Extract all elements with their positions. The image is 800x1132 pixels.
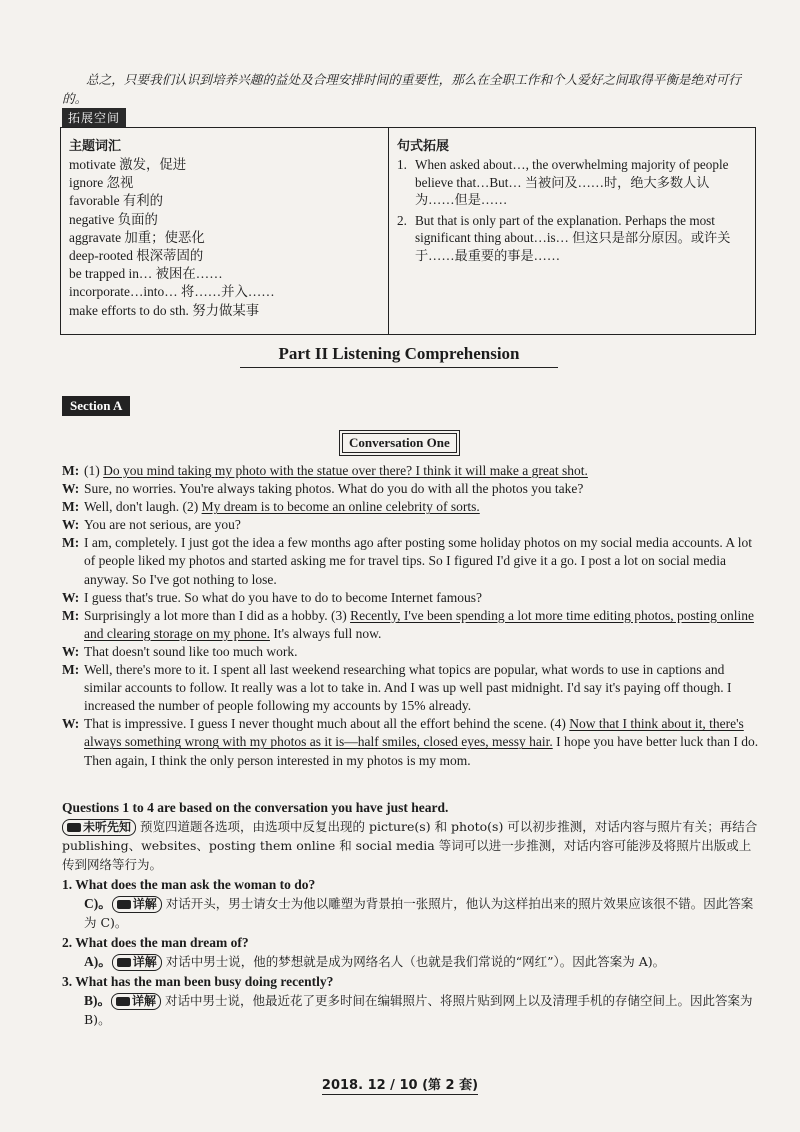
utterance-text: Well, don't laugh. (2) bbox=[84, 499, 202, 515]
explain-label-text: 详解 bbox=[132, 955, 157, 969]
vocab-column bbox=[61, 128, 389, 334]
pattern-column bbox=[389, 128, 755, 334]
questions-intro: Questions 1 to 4 are based on the conversation you have just heard. bbox=[62, 800, 449, 815]
answer-choice: C)。 bbox=[84, 896, 112, 911]
vocab-list bbox=[69, 156, 380, 320]
utterance-text: (1) bbox=[84, 463, 104, 478]
expand-tag: 拓展空间 bbox=[62, 108, 126, 127]
vocab-item: be trapped in… 被困在…… bbox=[69, 266, 223, 282]
speaker: W: bbox=[62, 643, 80, 659]
utterance bbox=[84, 534, 762, 588]
footer-issue: 2018. 12 / 10 (第 2 套) bbox=[321, 1078, 479, 1093]
speaker: M: bbox=[62, 607, 80, 623]
hint-badge-icon bbox=[116, 997, 130, 1006]
explain-label bbox=[112, 896, 162, 913]
vocab-item: aggravate 加重；使恶化 bbox=[69, 229, 205, 245]
utterance-text: Sure, no worries. You're always taking photos. What do you do with all the photos you take? bbox=[84, 481, 584, 497]
speaker: M: bbox=[62, 463, 80, 478]
utterance-text: Well, there's more to it. I spent all last weekend researching what topics are popular, what words to use in captions and similar accounts to follow. It really was a lot to take in. And I was up well past midnight. I'd say it's paying off though. I increased the number of people following my accounts by 15% already. bbox=[84, 662, 732, 714]
answer-choice: B)。 bbox=[84, 993, 111, 1008]
vocab-item: negative 负面的 bbox=[69, 211, 158, 227]
question-title: 2. What does the man dream of? bbox=[62, 935, 249, 950]
answer-block bbox=[62, 952, 762, 971]
vocab-item: favorable 有利的 bbox=[69, 193, 164, 209]
question-title: 3. What has the man been busy doing recently? bbox=[62, 974, 334, 989]
speaker: W: bbox=[62, 517, 80, 533]
underlined-key-sentence: Now that I think about it, there's always something wrong with my photos as it is—half smiles, closed eyes, messy hair. bbox=[84, 716, 744, 750]
vocab-pattern-box bbox=[60, 127, 756, 335]
speaker: W: bbox=[62, 716, 80, 732]
preview-text: 预览四道题各选项，由选项中反复出现的 picture(s) 和 photo(s) 可以初步推测，对话内容与照片有关；再结合 publishing、websites、posting them online 和 social media 等词可以进一步推测，对话内容可能涉及将照片出版或上传到网络等行为。 bbox=[62, 819, 758, 872]
question-title: 1. What does the man ask the woman to do? bbox=[62, 877, 316, 892]
section-label: Section A bbox=[62, 396, 130, 416]
dialogue-line bbox=[62, 715, 762, 769]
hint-badge-icon bbox=[117, 958, 131, 967]
dialogue-line bbox=[62, 643, 762, 661]
underlined-key-sentence: Recently, I've been spending a lot more time editing photos, posting online and clearing storage on my phone. bbox=[84, 607, 754, 641]
explain-label bbox=[111, 993, 161, 1010]
pattern-heading: 句式拓展 bbox=[397, 139, 450, 154]
vocab-item: make efforts to do sth. 努力做某事 bbox=[69, 302, 260, 318]
page-footer bbox=[0, 1074, 800, 1093]
pattern-number: 1. bbox=[397, 157, 407, 172]
utterance bbox=[84, 589, 762, 607]
answer-explanation: 对话中男士说，他最近花了更多时间在编辑照片、将照片贴到网上以及清理手机的存储空间上。因此答案为 B)。 bbox=[84, 993, 753, 1027]
vocab-item: deep-rooted 根深蒂固的 bbox=[69, 248, 204, 264]
utterance bbox=[84, 607, 762, 643]
hint-badge-icon bbox=[117, 900, 131, 909]
explain-label bbox=[112, 954, 162, 971]
utterance bbox=[84, 480, 762, 498]
dialogue-line bbox=[62, 462, 762, 480]
utterance-text: I am, completely. I just got the idea a few months ago after posting some holiday photos on my social media accounts. A lot of people liked my photos and started asking me for travel tips. So I figured I'd give it a go. I post a lot on social media anyway. So I've got nothing to lose. bbox=[84, 535, 752, 587]
explain-label-text: 详解 bbox=[132, 897, 157, 911]
dialogue-line bbox=[62, 607, 762, 643]
preview-label bbox=[62, 819, 136, 836]
utterance bbox=[84, 661, 762, 715]
pattern-text: But that is only part of the explanation. Perhaps the most significant thing about…is… 但这只是部分原因。或许关于……最重要的事是…… bbox=[415, 212, 731, 263]
utterance bbox=[84, 498, 762, 516]
conversation-title: Conversation One bbox=[342, 433, 457, 453]
speaker: M: bbox=[62, 535, 80, 551]
utterance bbox=[84, 643, 762, 661]
pattern-number: 2. bbox=[397, 212, 407, 228]
hint-badge-icon bbox=[67, 823, 81, 832]
dialogue-line bbox=[62, 661, 762, 715]
dialogue-line bbox=[62, 480, 762, 498]
explain-label-text: 详解 bbox=[132, 994, 157, 1008]
speaker: M: bbox=[62, 662, 80, 678]
vocab-item: ignore 忽视 bbox=[69, 175, 134, 191]
utterance bbox=[84, 715, 762, 769]
answer-choice: A)。 bbox=[84, 954, 112, 969]
answer-block bbox=[62, 894, 762, 932]
questions-section bbox=[62, 798, 762, 1029]
dialogue-line bbox=[62, 534, 762, 588]
underlined-key-sentence: My dream is to become an online celebrity of sorts. bbox=[201, 499, 480, 515]
pattern-item bbox=[397, 212, 747, 265]
underlined-key-sentence: Do you mind taking my photo with the statue over there? I think it will make a great shot. bbox=[103, 463, 588, 478]
preview-label-text: 未听先知 bbox=[83, 820, 132, 834]
utterance-text: I hope you have better luck than I do. Then again, I think the only person interested in my photos is my mom. bbox=[84, 734, 759, 768]
answer-block bbox=[62, 991, 762, 1029]
utterance-text: That is impressive. I guess I never thought much about all the effort behind the scene. (4) bbox=[84, 716, 570, 732]
dialogue bbox=[62, 462, 762, 770]
pattern-text: When asked about…, the overwhelming majority of people believe that…But… 当被问及……时，绝大多数人认为……但是…… bbox=[415, 157, 729, 207]
vocab-heading: 主题词汇 bbox=[69, 139, 122, 154]
utterance bbox=[84, 462, 762, 480]
utterance-text: I guess that's true. So what do you have to do to become Internet famous? bbox=[84, 589, 482, 605]
answer-explanation: 对话中男士说，他的梦想就是成为网络名人（也就是我们常说的“网红”）。因此答案为 A)。 bbox=[165, 954, 666, 969]
dialogue-line bbox=[62, 589, 762, 607]
preview-block bbox=[62, 817, 762, 874]
speaker: W: bbox=[62, 481, 80, 497]
part-title: Part II Listening Comprehension bbox=[240, 344, 558, 368]
utterance-text: You are not serious, are you? bbox=[84, 517, 241, 533]
speaker: M: bbox=[62, 499, 80, 515]
dialogue-line bbox=[62, 516, 762, 534]
conversation-title-frame bbox=[339, 430, 460, 456]
utterance-text: That doesn't sound like too much work. bbox=[84, 643, 298, 659]
utterance bbox=[84, 516, 762, 534]
vocab-item: motivate 激发，促进 bbox=[69, 157, 187, 172]
utterance-text: Surprisingly a lot more than I did as a hobby. (3) bbox=[84, 607, 351, 623]
utterance-text: It's always full now. bbox=[269, 625, 382, 641]
answer-explanation: 对话开头，男士请女士为他以雕塑为背景拍一张照片，他认为这样拍出来的照片效果应该很不错。因此答案为 C)。 bbox=[84, 896, 754, 930]
intro-paragraph: 总之，只要我们认识到培养兴趣的益处及合理安排时间的重要性，那么在全职工作和个人爱好之间取得平衡是绝对可行的。 bbox=[62, 72, 741, 106]
speaker: W: bbox=[62, 589, 80, 605]
pattern-item bbox=[397, 156, 747, 209]
dialogue-line bbox=[62, 498, 762, 516]
vocab-item: incorporate…into… 将……并入…… bbox=[69, 284, 275, 300]
